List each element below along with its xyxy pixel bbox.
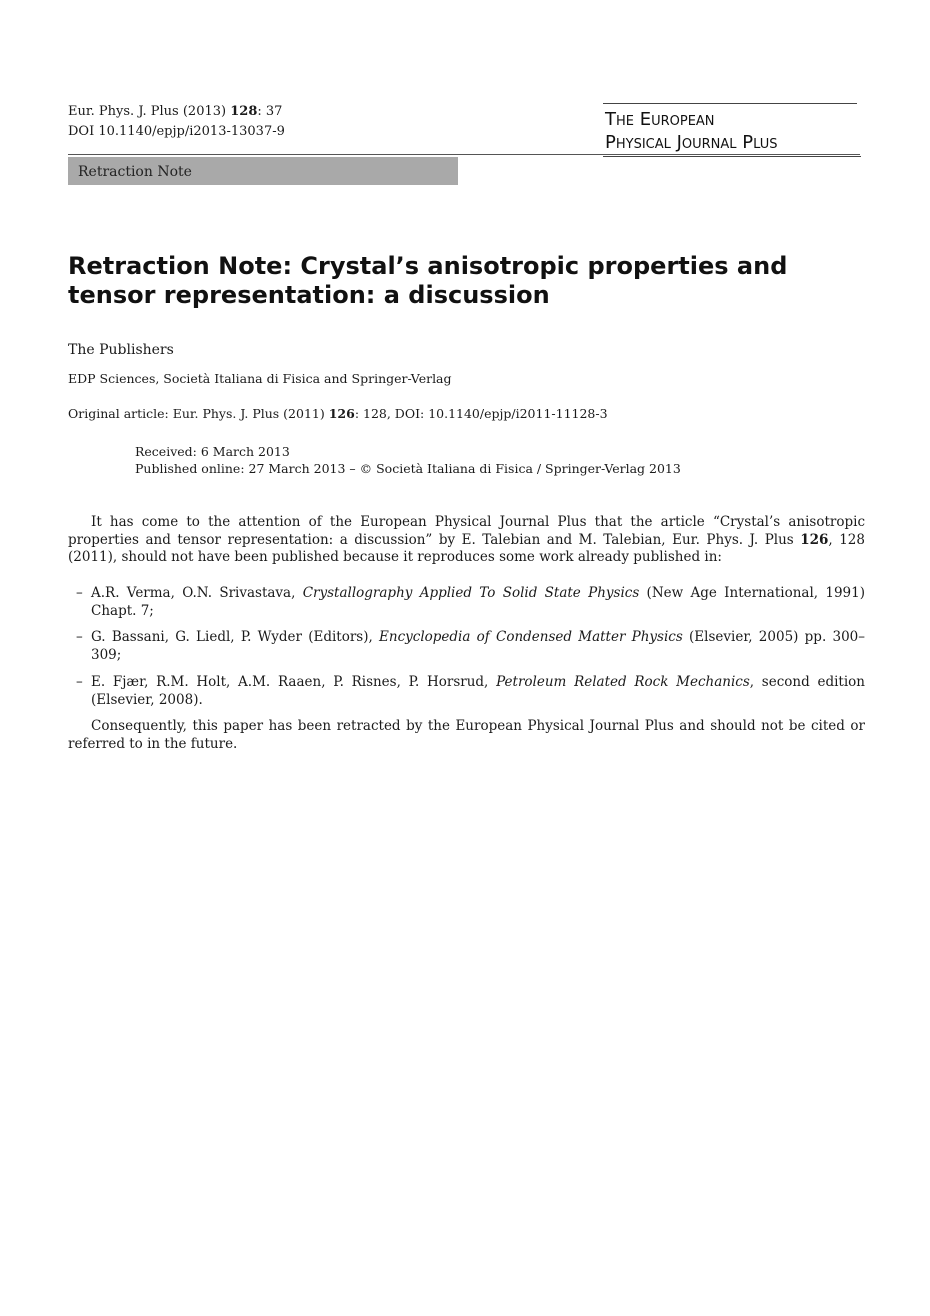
doi: DOI 10.1140/epjp/i2013-13037-9 [68, 124, 285, 139]
header-divider [68, 154, 860, 155]
dates-block [135, 443, 681, 477]
citation-block [68, 102, 285, 142]
original-article: Original article: Eur. Phys. J. Plus (2011) 126: 128, DOI: 10.1140/epjp/i2011-11128-3 [68, 406, 608, 421]
section-tag: Retraction Note [68, 157, 458, 185]
authors: The Publishers [68, 342, 174, 358]
reference-item: – A.R. Verma, O.N. Srivastava, Crystallography Applied To Solid State Physics (New Age International, 1991) Chapt. 7; [76, 585, 865, 619]
reference-item: – G. Bassani, G. Liedl, P. Wyder (Editors), Encyclopedia of Condensed Matter Physics (Elsevier, 2005) pp. 300–309; [76, 629, 865, 663]
affiliation: EDP Sciences, Società Italiana di Fisica and Springer-Verlag [68, 371, 452, 386]
body-paragraph-2: Consequently, this paper has been retracted by the European Physical Journal Plus and should not be cited or referred to in the future. [68, 718, 865, 752]
body-paragraph-1: It has come to the attention of the European Physical Journal Plus that the article “Crystal’s anisotropic properties and tensor representation: a discussion” by E. Talebian and M. Talebian, Eur. Phys. J. Plus 126, 128 (2011), should not have been published because it reproduces some work already published in: [68, 514, 865, 565]
journal-citation: Eur. Phys. J. Plus (2013) 128: 37 [68, 104, 283, 119]
article-title: Retraction Note: Crystal’s anisotropic properties and tensor representation: a discussion [68, 252, 788, 309]
reference-item: – E. Fjær, R.M. Holt, A.M. Raaen, P. Risnes, P. Horsrud, Petroleum Related Rock Mechanics, second edition (Elsevier, 2008). [76, 674, 865, 708]
published-date: Published online: 27 March 2013 – © Società Italiana di Fisica / Springer-Verlag 2013 [135, 461, 681, 476]
journal-logo [603, 103, 857, 154]
journal-name: The European Physical Journal Plus [605, 109, 778, 153]
journal-rule-bottom [603, 156, 861, 157]
received-date: Received: 6 March 2013 [135, 444, 290, 459]
